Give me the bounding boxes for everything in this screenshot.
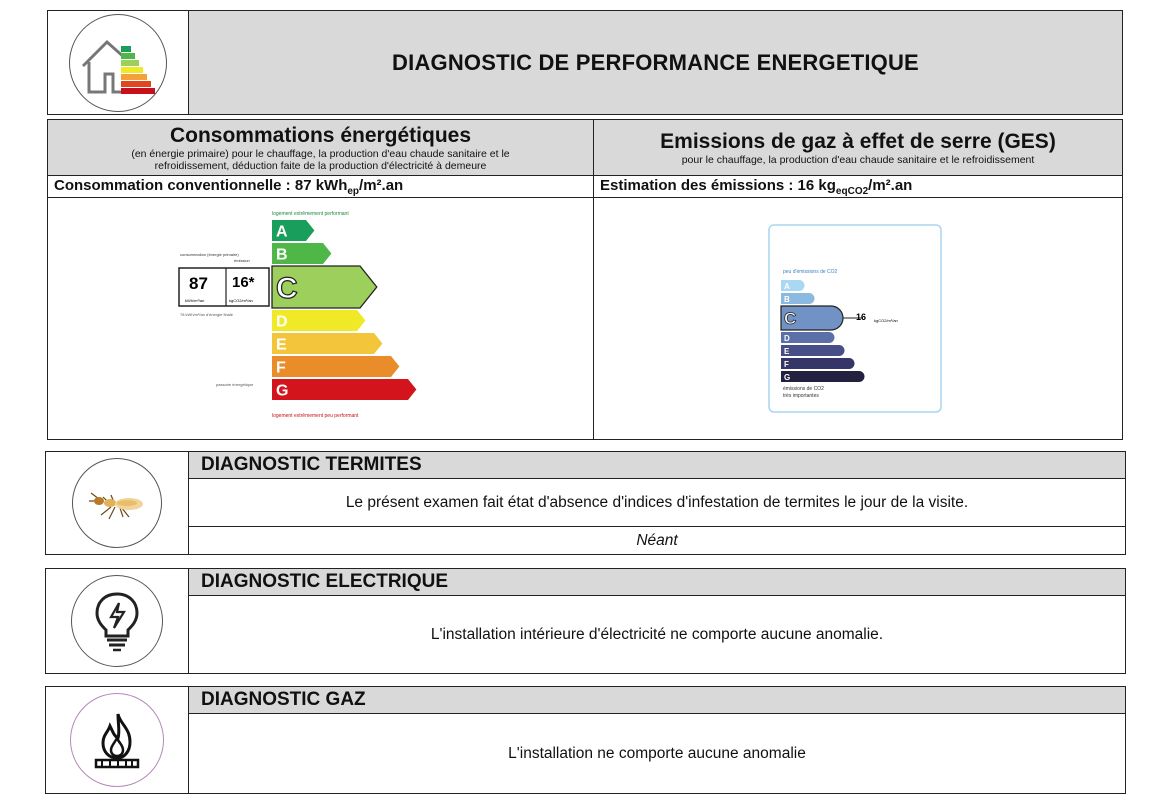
ges-bar-e <box>781 345 845 356</box>
ges-label-cell <box>593 197 1123 440</box>
ges-letter-b: B <box>784 295 790 304</box>
ges-letter-c: C <box>784 309 797 328</box>
emissions-header <box>593 119 1123 176</box>
electrique-icon-cell <box>45 568 189 674</box>
energy-bar-g <box>272 379 416 400</box>
consumption-subtitle: (en énergie primaire) pour le chauffage, la production d'eau chaude sanitaire et le refroidissement, déduction faite de la production d'électricité à demeure <box>131 147 510 172</box>
energy-letter-d: D <box>276 313 288 331</box>
ges-bar-g <box>781 371 865 382</box>
ges-letter-g: G <box>784 373 791 382</box>
consumption-value-row <box>47 175 594 198</box>
ges-label-chart <box>594 198 1121 438</box>
electrique-body: L'installation intérieure d'électricité ne comporte aucune anomalie. <box>188 595 1126 674</box>
energy-label-cell <box>47 197 594 440</box>
energy-side-label: passoire énergétique <box>216 382 254 387</box>
energy-letter-e: E <box>276 336 287 354</box>
energy-letter-g: G <box>276 382 289 400</box>
emissions-value: Estimation des émissions : 16 kg <box>600 177 836 194</box>
gaz-title: DIAGNOSTIC GAZ <box>188 686 1126 714</box>
termites-title: DIAGNOSTIC TERMITES <box>188 451 1126 479</box>
ges-value: 16 <box>856 312 867 322</box>
emissions-value-unit: /m².an <box>868 177 913 194</box>
gaz-icon-cell <box>45 686 189 794</box>
consumption-value-unit: /m².an <box>359 177 404 194</box>
energy-box-unit-right: kgCO2/m²/an <box>229 298 253 303</box>
header-title-cell <box>188 10 1123 115</box>
ges-letter-d: D <box>784 334 790 343</box>
energy-label-chart <box>48 198 592 438</box>
ges-bar-f <box>781 358 855 369</box>
energy-box-value-left: 87 <box>189 274 208 293</box>
emissions-title: Emissions de gaz à effet de serre (GES) <box>660 129 1056 153</box>
header-icon-cell <box>47 10 189 115</box>
consumption-title: Consommations énergétiques <box>169 123 472 147</box>
energy-letter-a: A <box>276 223 288 241</box>
energy-bar-f <box>272 356 399 377</box>
gas-flame-icon <box>70 693 164 787</box>
lightbulb-icon <box>71 575 163 667</box>
energy-letter-f: F <box>276 359 286 377</box>
energy-box-value-right: 16* <box>232 274 255 291</box>
consumption-header <box>47 119 594 176</box>
ges-letter-f: F <box>784 360 789 369</box>
energy-bar-e <box>272 333 382 354</box>
termites-result: Néant <box>188 526 1126 555</box>
energy-final-note: 78 kWh/m²/an d'énergie finale <box>180 312 234 317</box>
ges-letter-e: E <box>784 347 790 356</box>
ges-bottom-label-1: émissions de CO2 <box>783 386 824 392</box>
energy-top-label: logement extrêmement performant <box>272 211 349 217</box>
electrique-title: DIAGNOSTIC ELECTRIQUE <box>188 568 1126 596</box>
consumption-value-sub: ep <box>347 186 360 197</box>
emissions-subtitle: pour le chauffage, la production d'eau chaude sanitaire et le refroidissement <box>681 153 1035 166</box>
emissions-value-row <box>593 175 1123 198</box>
consumption-value: Consommation conventionnelle : 87 kWh <box>54 177 348 194</box>
ges-letter-a: A <box>784 282 790 291</box>
energy-bottom-label: logement extrêmement peu performant <box>272 413 359 419</box>
termites-icon-cell <box>45 451 189 555</box>
ges-bottom-label-2: très importantes <box>783 393 819 399</box>
energy-box-head-right: émission <box>234 258 250 263</box>
emissions-value-sub: eqCO2 <box>835 186 869 197</box>
ges-top-label: peu d'émissions de CO2 <box>783 269 838 275</box>
termites-body: Le présent examen fait état d'absence d'indices d'infestation de termites le jour de la visite. <box>188 478 1126 527</box>
energy-letter-c: C <box>276 272 298 305</box>
energy-bars <box>272 220 416 400</box>
gaz-body: L'installation ne comporte aucune anomalie <box>188 713 1126 794</box>
page-title: DIAGNOSTIC DE PERFORMANCE ENERGETIQUE <box>392 49 919 75</box>
energy-letter-b: B <box>276 246 288 264</box>
termite-icon <box>72 458 162 548</box>
energy-box-unit-left: kWh/m²/an <box>185 298 205 303</box>
house-energy-icon <box>69 14 167 112</box>
ges-value-unit: kgCO2/m²/an <box>874 318 898 323</box>
energy-box-head-left: consommation (énergie primaire) <box>180 252 239 257</box>
